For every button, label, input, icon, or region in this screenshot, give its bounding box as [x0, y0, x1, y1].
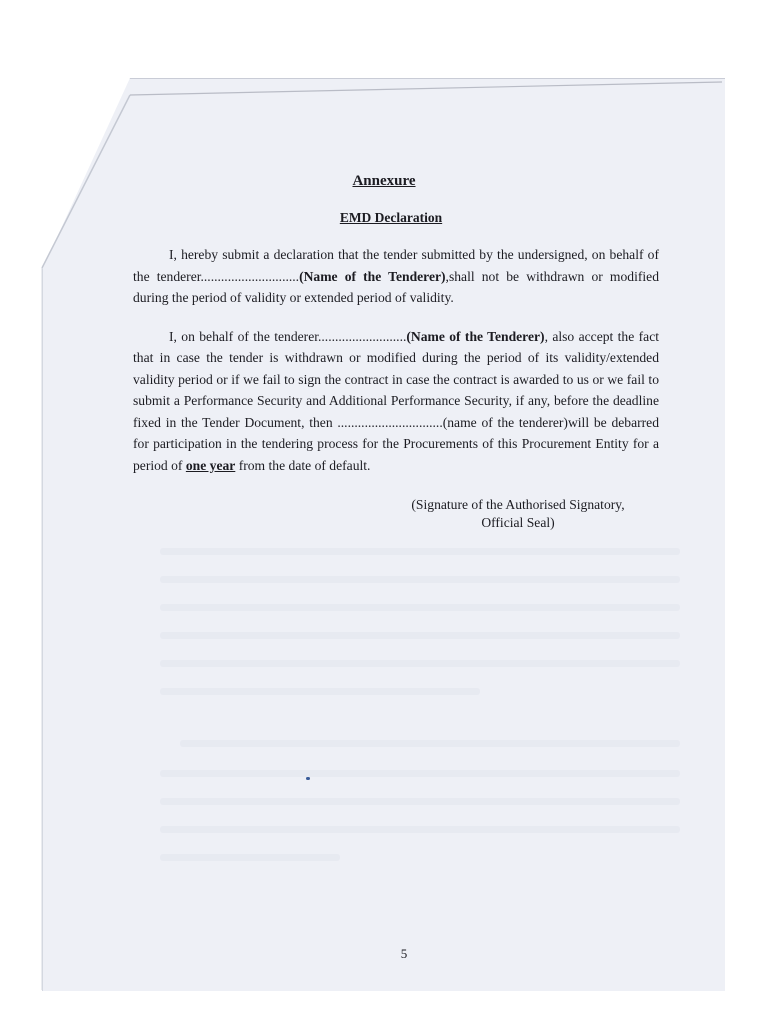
show-through-line: [160, 770, 680, 777]
declaration-paragraph-1: [133, 244, 659, 309]
signature-line-2: Official Seal): [481, 515, 555, 530]
show-through-line: [160, 826, 680, 833]
paragraph-2-text-end: from the date of default.: [235, 457, 371, 473]
document-body: [133, 168, 659, 532]
declaration-paragraph-2: [133, 326, 659, 477]
paragraph-2-text: I, on behalf of the tenderer..........................: [169, 328, 407, 344]
ink-speck: [306, 777, 310, 780]
page-number: 5: [400, 946, 408, 961]
document-subtitle: EMD Declaration: [339, 210, 443, 225]
show-through-line: [160, 798, 680, 805]
show-through-line: [160, 854, 340, 861]
paragraph-2-text-middle: , also accept the fact that in case the tender is withdrawn or modified during the period of its validity/extended validity period or if we fail to sign the contract in case the contract is awarded to us or we fail to submit a Performance Security and Additional Performance Security, if any, before the deadline fixed in the Tender Document, then ...............................(name of the tenderer)will be debarred for participation in the tendering process for the Procurements of this Procurement Entity for a period of: [133, 328, 660, 473]
show-through-line: [160, 632, 680, 639]
paragraph-1-text: I, hereby submit a declaration that the tender submitted by the undersigned, on behalf of the tenderer.............................: [133, 247, 659, 284]
debarment-period: one year: [185, 457, 236, 473]
show-through-line: [160, 660, 680, 667]
show-through-line: [160, 688, 480, 695]
tenderer-name-placeholder: (Name of the Tenderer): [406, 328, 545, 344]
signature-line-1: (Signature of the Authorised Signatory,: [411, 497, 625, 512]
paragraph-1-text-end: ,shall not be withdrawn or modified during the period of validity or extended period of validity.: [133, 268, 659, 305]
show-through-line: [180, 740, 680, 747]
show-through-line: [160, 548, 680, 555]
document-title: Annexure: [352, 173, 416, 189]
signature-block: [403, 496, 633, 532]
show-through-line: [160, 604, 680, 611]
show-through-line: [160, 576, 680, 583]
tenderer-name-placeholder: (Name of the Tenderer): [299, 268, 446, 284]
